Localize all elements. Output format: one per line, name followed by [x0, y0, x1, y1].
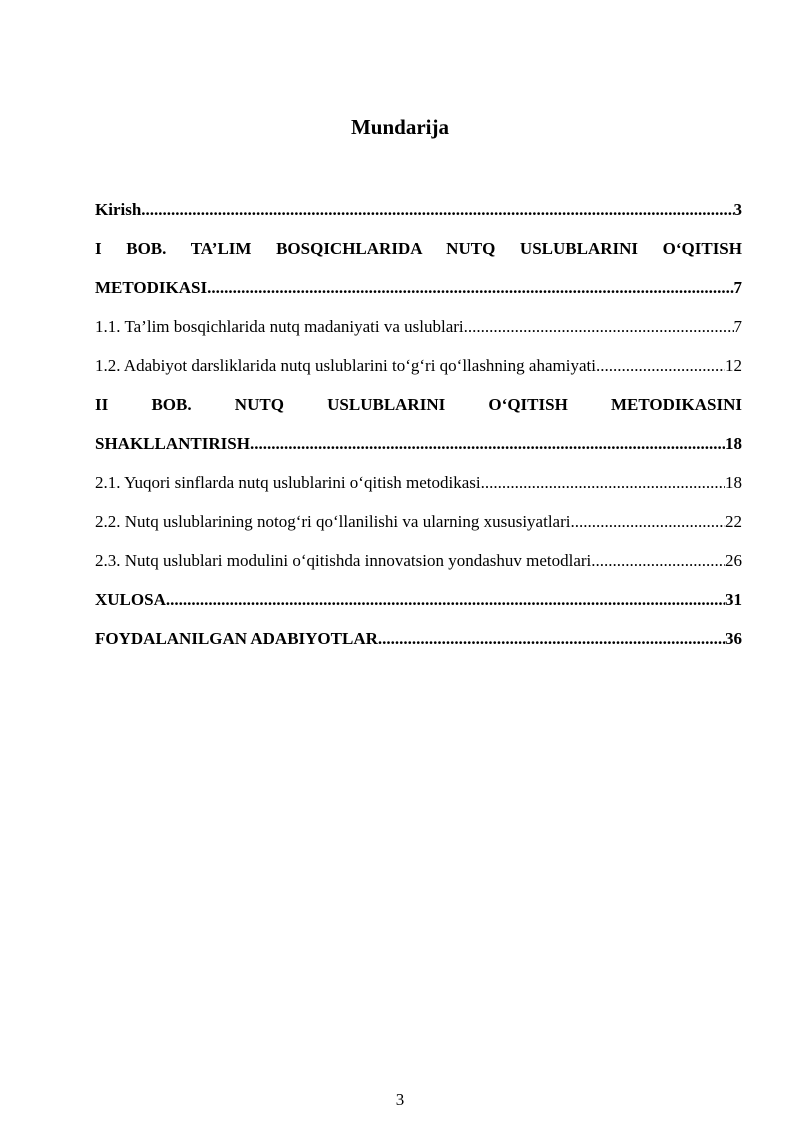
toc-title: Mundarija: [350, 115, 449, 139]
toc-entry-label-cont: SHAKLLANTIRISH: [95, 434, 250, 453]
toc-entry-xulosa[interactable]: [95, 587, 742, 613]
toc-entry-label: FOYDALANILGAN ADABIYOTLAR: [95, 629, 378, 648]
toc-entry-page: 26: [725, 551, 742, 570]
toc-entry-adabiyotlar[interactable]: [95, 626, 742, 652]
table-of-contents: [95, 197, 742, 665]
toc-entry-label: 2.3. Nutq uslublari modulini o‘qitishda innovatsion yondashuv metodlari: [95, 551, 592, 570]
dot-leader: [250, 431, 725, 457]
dot-leader: [378, 626, 725, 652]
toc-entry-chapter-1[interactable]: [95, 236, 742, 301]
toc-entry-page: 7: [733, 278, 742, 297]
toc-entry-1-2[interactable]: [95, 353, 742, 379]
toc-entry-kirish[interactable]: [95, 197, 742, 223]
toc-entry-label: 2.2. Nutq uslublarining notog‘ri qo‘llanilishi va ularning xususiyatlari: [95, 512, 571, 531]
toc-entry-1-1[interactable]: [95, 314, 742, 340]
toc-entry-2-3[interactable]: [95, 548, 742, 574]
dot-leader: [570, 509, 725, 535]
toc-entry-page: 3: [733, 200, 742, 219]
toc-entry-page: 36: [725, 629, 742, 648]
toc-entry-label: 1.1. Ta’lim bosqichlarida nutq madaniyati va uslublari: [95, 317, 464, 336]
toc-entry-label: II BOB. NUTQ USLUBLARINI O‘QITISH METODIKASINI: [95, 395, 742, 414]
toc-entry-page: 18: [725, 434, 742, 453]
toc-entry-2-1[interactable]: [95, 470, 742, 496]
toc-entry-page: 7: [733, 317, 742, 336]
dot-leader: [166, 587, 725, 613]
toc-entry-label: XULOSA: [95, 590, 166, 609]
dot-leader: [481, 470, 725, 496]
toc-entry-chapter-2[interactable]: [95, 392, 742, 457]
toc-entry-label: 1.2. Adabiyot darsliklarida nutq uslublarini to‘g‘ri qo‘llashning ahamiyati: [95, 356, 596, 375]
dot-leader: [207, 275, 733, 301]
toc-entry-page: 22: [725, 512, 742, 531]
toc-entry-page: 18: [725, 473, 742, 492]
toc-entry-label: Kirish: [95, 200, 142, 219]
toc-entry-page: 12: [725, 356, 742, 375]
toc-entry-page: 31: [725, 590, 742, 609]
toc-entry-label-cont: METODIKASI: [95, 278, 208, 297]
dot-leader: [464, 314, 734, 340]
dot-leader: [141, 197, 733, 223]
toc-entry-label: 2.1. Yuqori sinflarda nutq uslublarini o‘qitish metodikasi: [95, 473, 481, 492]
dot-leader: [591, 548, 725, 574]
toc-entry-2-2[interactable]: [95, 509, 742, 535]
toc-entry-label: I BOB. TA’LIM BOSQICHLARIDA NUTQ USLUBLARINI O‘QITISH: [95, 239, 742, 258]
dot-leader: [596, 353, 725, 379]
page-number: 3: [395, 1090, 405, 1109]
